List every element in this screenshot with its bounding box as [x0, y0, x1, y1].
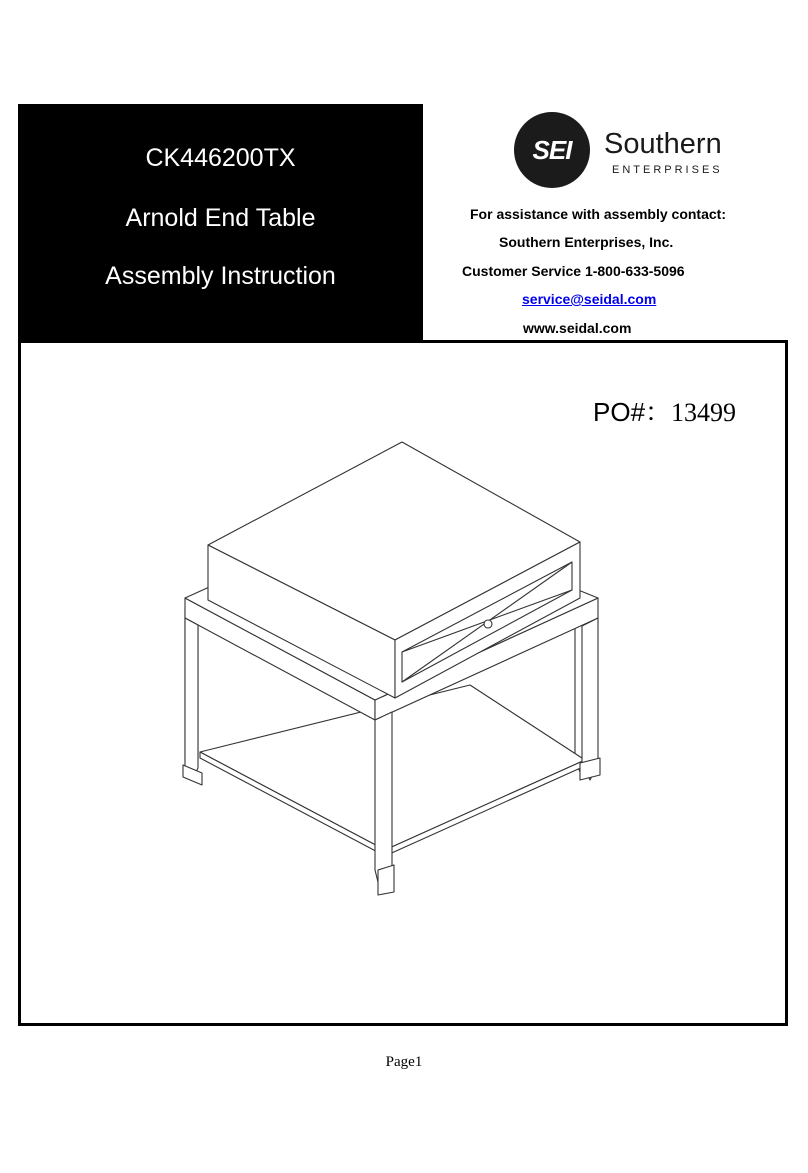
- contact-phone: Customer Service 1-800-633-5096: [462, 263, 685, 279]
- contact-heading: For assistance with assembly contact:: [470, 206, 726, 222]
- page-number: Page1: [385, 1054, 423, 1070]
- end-table-line-drawing-icon: [170, 430, 630, 910]
- title-block: [18, 104, 423, 340]
- model-number: CK446200TX: [145, 144, 296, 172]
- product-name: Arnold End Table: [125, 204, 316, 232]
- drawer-knob-icon: [484, 620, 492, 628]
- contact-email-link[interactable]: service@seidal.com: [522, 291, 657, 307]
- contact-company: Southern Enterprises, Inc.: [499, 234, 674, 250]
- po-number: 13499: [671, 398, 737, 427]
- company-logo: [514, 112, 744, 192]
- logo-name: Southern: [604, 128, 722, 160]
- po-label: PO#：: [593, 397, 672, 427]
- document-type: Assembly Instruction: [105, 262, 336, 290]
- logo-subname: ENTERPRISES: [612, 164, 723, 176]
- contact-website: www.seidal.com: [523, 320, 632, 336]
- po-number-line: [593, 392, 736, 429]
- logo-monogram: SEI: [514, 112, 590, 188]
